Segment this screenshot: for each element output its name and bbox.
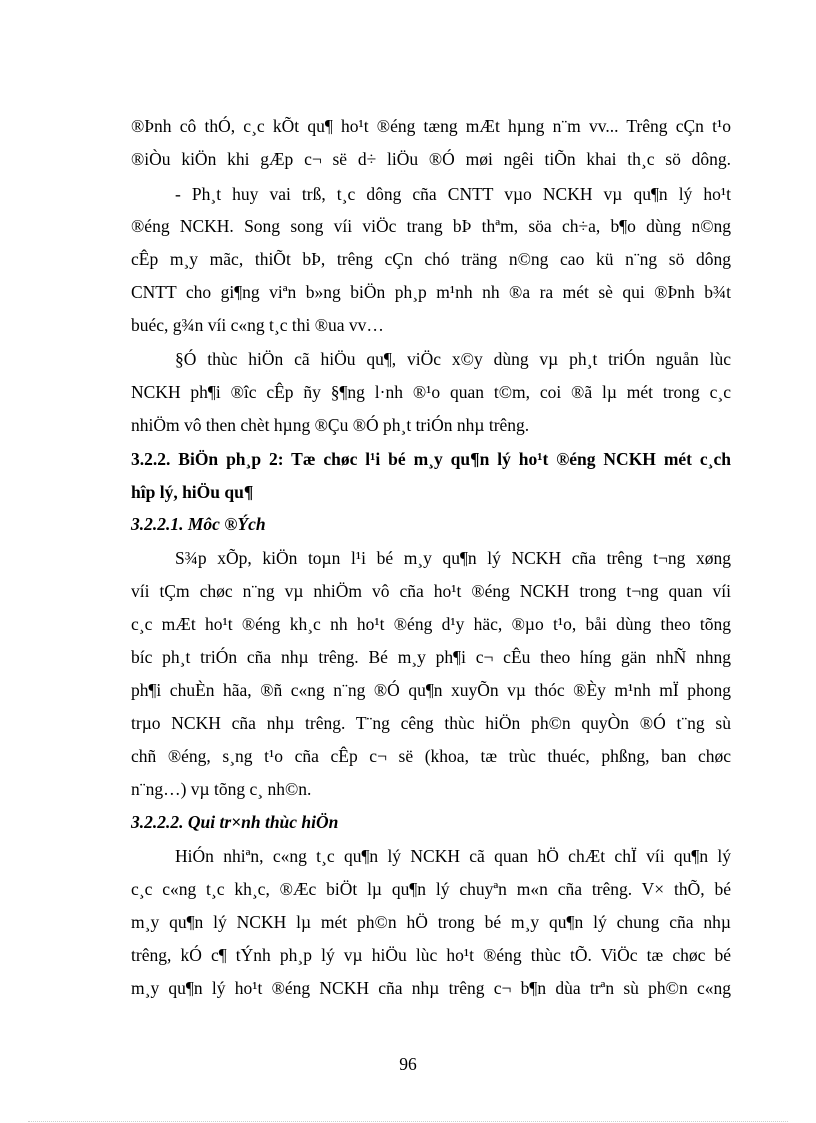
body-line: buéc, g¾n víi c«ng t¸c thi ®ua vv… (131, 315, 384, 335)
body-line: NCKH ph¶i ®îc cÊp ñy §¶ng l·nh ®¹o quan t©m, coi ®ã lµ mét trong c¸c (131, 382, 731, 402)
subsection-heading: 3.2.2.2. Qui tr×nh thùc hiÖn (131, 812, 339, 832)
body-line: nhiÖm vô then chèt hµng ®Çu ®Ó ph¸t triÓn nhµ trêng. (131, 415, 530, 435)
body-line: ®Þnh cô thÓ, c¸c kÕt qu¶ ho¹t ®éng tæng mÆt hµng n¨m vv... Trêng cÇn t¹o (131, 116, 731, 136)
body-line: c¸c mÆt ho¹t ®éng kh¸c nh ho¹t ®éng d¹y häc, ®µo t¹o, båi dùng theo tõng (131, 614, 731, 634)
body-line: c¸c c«ng t¸c kh¸c, ®Æc biÖt lµ qu¶n lý chuyªn m«n cña trêng. V× thÕ, bé (131, 879, 731, 899)
page-footer-divider (28, 1121, 788, 1122)
paragraph-start: - Ph¸t huy vai trß, t¸c dông cña CNTT vµo NCKH vµ qu¶n lý ho¹t (175, 184, 731, 204)
body-line: ®éng NCKH. Song song víi viÖc trang bÞ thªm, söa ch÷a, b¶o dùng n©ng (131, 216, 731, 236)
paragraph-start: §Ó thùc hiÖn cã hiÖu qu¶, viÖc x©y dùng vµ ph¸t triÓn nguån lùc (175, 349, 731, 369)
section-heading: hîp lý, hiÖu qu¶ (131, 482, 254, 502)
body-line: chñ ®éng, s¸ng t¹o cña cÊp c¬ së (khoa, tæ trùc thuéc, phßng, ban chøc (131, 746, 731, 766)
body-line: víi tÇm chøc n¨ng vµ nhiÖm vô cña ho¹t ®éng NCKH trong t¬ng quan víi (131, 581, 731, 601)
body-line: ®iÒu kiÖn khi gÆp c¬ së d÷ liÖu ®Ó møi ngêi tiÕn khai th¸c sö dông. (131, 149, 731, 169)
body-line: cÊp m¸y mãc, thiÕt bÞ, trêng cÇn chó träng n©ng cao kü n¨ng sö dông (131, 249, 731, 269)
paragraph-start: HiÓn nhiªn, c«ng t¸c qu¶n lý NCKH cã quan hÖ chÆt chÏ víi qu¶n lý (175, 846, 731, 866)
subsection-heading: 3.2.2.1. Môc ®Ých (131, 514, 266, 534)
page-number: 96 (399, 1054, 417, 1074)
body-line: m¸y qu¶n lý NCKH lµ mét ph©n hÖ trong bé m¸y qu¶n lý chung cña nhµ (131, 912, 731, 932)
body-line: bíc ph¸t triÓn cña nhµ trêng. Bé m¸y ph¶i c¬ cÊu theo híng gän nhÑ nhng (131, 647, 731, 667)
section-heading: 3.2.2. BiÖn ph¸p 2: Tæ chøc l¹i bé m¸y qu¶n lý ho¹t ®éng NCKH mét c¸ch (131, 449, 731, 469)
body-line: m¸y qu¶n lý ho¹t ®éng NCKH cña nhµ trêng c¬ b¶n dùa trªn sù ph©n c«ng (131, 978, 731, 998)
paragraph-start: S¾p xÕp, kiÖn toµn l¹i bé m¸y qu¶n lý NCKH cña trêng t¬ng xøng (175, 548, 731, 568)
body-line: n¨ng…) vµ tõng c¸ nh©n. (131, 779, 312, 799)
body-line: CNTT cho gi¶ng viªn b»ng biÖn ph¸p m¹nh nh ®a ra mét sè qui ®Þnh b¾t (131, 282, 731, 302)
body-line: trêng, kÓ c¶ tÝnh ph¸p lý vµ hiÖu lùc ho¹t ®éng thùc tÕ. ViÖc tæ chøc bé (131, 945, 731, 965)
body-line: ph¶i chuÈn hãa, ®ñ c«ng n¨ng ®Ó qu¶n xuyÕn vµ thóc ®Èy m¹nh mÏ phong (131, 680, 731, 700)
body-line: trµo NCKH cña nhµ trêng. T¨ng cêng thùc hiÖn ph©n quyÒn ®Ó t¨ng sù (131, 713, 731, 733)
